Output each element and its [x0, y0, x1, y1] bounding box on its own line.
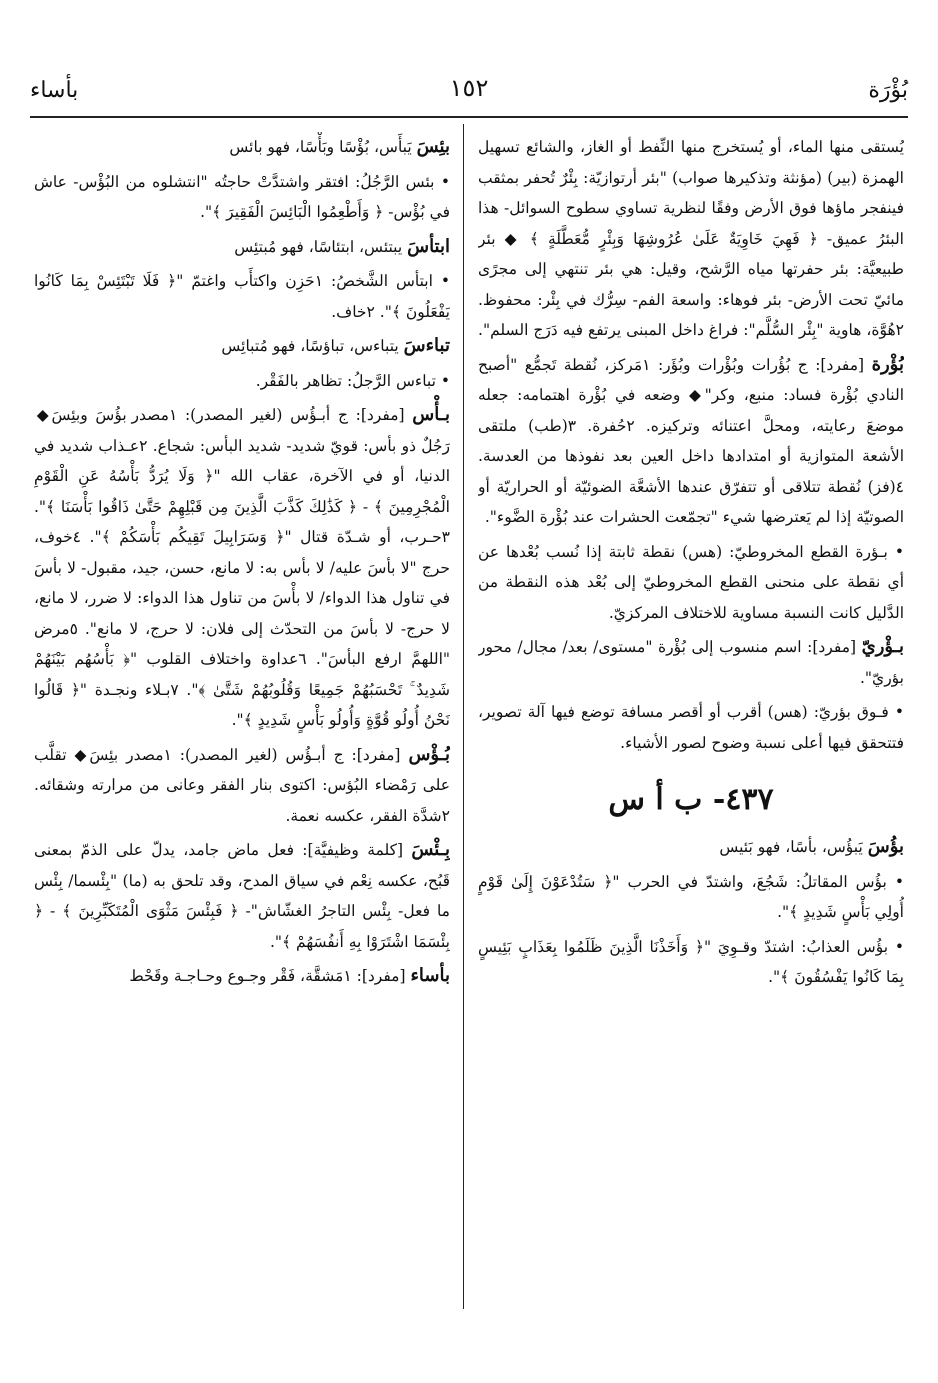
entry-headword: بئِسَ — [416, 136, 450, 157]
page-number: ١٥٢ — [449, 74, 489, 102]
entry-text: • بؤُس المقاتلُ: شَجُعَ، واشتدّ في الحرب "﴿ سَتُدْعَوْنَ إِلَىٰ قَوْمٍ أُولِي بَأْسٍ شَدِيدٍ ﴾". — [478, 872, 904, 921]
entry-paragraph — [478, 537, 904, 629]
entry-headword: ابتأسَ — [407, 235, 450, 257]
entry-text: • بئس الرَّجُلُ: افتقر واشتدَّتْ حاجتُه "انتشلوه من البُؤْس- عاش في بُؤْس- ﴿ وَأَطْعِمُوا الْبَائِسَ الْفَقِيرَ ﴾". — [34, 172, 450, 221]
dictionary-entry — [34, 331, 450, 362]
dictionary-entry — [34, 232, 450, 263]
page-header — [30, 70, 908, 110]
entry-headword: بُؤْرة — [871, 353, 904, 375]
dictionary-entry — [34, 961, 450, 992]
entry-text: [مفرد]: ج أبـؤُس (لغير المصدر): ١مصدر بئِسَ◆ تقلَّب على رَمْضاء البُؤس: اكتوى بنار الفقر وعانى من مرارته وشقائه. ٢شدَّة الفقر، عكسه نعمة. — [34, 745, 450, 825]
entry-text: يتباءس، تباؤسًا، فهو مُتبائِس — [221, 337, 404, 355]
entry-text: • تباءس الرَّجلُ: تظاهر بالفَقْر. — [255, 371, 450, 390]
entry-paragraph — [478, 132, 904, 346]
entry-text: [مفرد]: ج بُؤُرات وبُؤْرات وبُؤَر: ١مَركز، نُقطة تَجمُّع "أصبح النادي بُؤْرة فساد: منبع، وكر"◆ وضعه في بُؤْرة اهتمامه: جعله موضعَ رعايته، ومحلَّ اعتنائه وتركيزه. ٢حُفرة. ٣(طب) ملتقى الأشعة المتوازية أو امتدادها داخل العين بعد نفوذها من العدسة. ٤(فز) نُقطة تتلاقى أو تتفرّق عندها الأشعَّة الضوئيّة أو الحراريّة أو الصوتيّة إذا لم يَعترضها شيء "تجمّعت الحشرات عند بُؤْرة الضَّوء". — [478, 355, 904, 526]
right-column — [478, 132, 904, 1312]
entry-paragraph — [34, 266, 450, 327]
header-guide-word-left: بأساء — [30, 78, 79, 103]
entry-text: [مفرد]: ١مَشقَّة، فَقْر وجـوع وحـاجـة وقَحْط — [129, 967, 411, 985]
entry-paragraph — [478, 867, 904, 928]
entry-paragraph — [478, 697, 904, 758]
dictionary-entry — [478, 632, 904, 693]
entry-text: • بـؤرة القطع المخروطيّ: (هس) نقطة ثابتة إذا نُسب بُعْدها عن أي نقطة على منحنى القطع المخروطيّ إلى بُعْد هذه النقطة من الدَّليل كانت النسبة مساوية للاختلاف المركزيّ. — [478, 542, 904, 622]
entry-text: يُستقى منها الماء، أو يُستخرج منها النِّفط أو الغاز، والشائع تسهيل الهمزة (بير) (مؤنثة وتذكيرها صواب) "بئر أرتوازيّة: بِئْرٌ تُحفر بمثقب فينفجر ماؤها فوق الأرض وفقًا لنظرية تساوي سطوح السوائل- هذا البئرُ عميق- ﴿ فَهِيَ خَاوِيَةٌ عَلَىٰ عُرُوشِهَا وَبِئْرٍ مُّعَطَّلَةٍ ﴾ ◆ بئر طبيعيَّة: بئر حفرتها مياه الرَّشح، وقيل: هي بئر تنتهي إلى مجرًى مائيّ تحت الأرض- بئر فوهاء: واسعة الفم- سِرُّك في بِئْر: محفوظ. ٢هُوَّة، هاوية "بِئْر السُّلَّم": فراغ داخل المبنى يرتفع فيه دَرَج السلم". — [478, 138, 904, 339]
dictionary-entry — [34, 132, 450, 163]
dictionary-entry — [34, 740, 450, 832]
header-guide-word-right: بُؤْرَة — [868, 78, 908, 103]
dictionary-entry — [34, 835, 450, 957]
entry-text: • فـوق بؤريّ: (هس) أقرب أو أقصر مسافة توضع فيها آلة تصوير، فتتحقق فيها أعلى نسبة وضوح لصور الأشياء. — [478, 703, 904, 752]
entry-text: • ابتأس الشَّخصُ: ١حَزِن واكتأَب واغتمّ "﴿ فَلَا تَبْتَئِسْ بِمَا كَانُوا يَفْعَلُونَ ﴾". ٢خاف. — [34, 272, 450, 321]
root-heading: ٤٣٧- ب أ س — [608, 782, 774, 817]
entry-text: يَبأَس، بُؤْسًا وبَأْسًا، فهو بائس — [229, 138, 417, 156]
entry-headword: بـؤْريّ — [861, 636, 904, 657]
entry-headword: تباءسَ — [403, 335, 450, 356]
entry-paragraph — [478, 932, 904, 993]
dictionary-entry — [478, 832, 904, 863]
entry-paragraph — [34, 366, 450, 397]
entry-headword: بؤُسَ — [867, 836, 904, 857]
entry-text: يَبؤُس، بأسًا، فهو بَئيس — [719, 838, 868, 856]
entry-text: يبتئس، ابتئاسًا، فهو مُبتئِس — [234, 237, 408, 256]
entry-text: [كلمة وظيفيَّة]: فعل ماض جامد، يدلّ على الذمّ بمعنى قَبُح، عكسه نِعْم في سياق المدح، وقد تلحق به (ما) "بِئْسما/ بِئْس ما فعل- بِئْس التاجرُ الغشّاش"- ﴿ فَبِئْسَ مَثْوَى الْمُتَكَبِّرِينَ ﴾ - ﴿ بِئْسَمَا اشْتَرَوْا بِهِ أَنفُسَهُمْ ﴾". — [34, 841, 450, 951]
dictionary-entry — [34, 400, 450, 736]
header-rule — [30, 116, 908, 118]
entry-headword: بِـئْسَ — [411, 839, 450, 860]
entry-headword: بـأْس — [412, 404, 450, 425]
left-column — [34, 132, 450, 1312]
entry-paragraph — [34, 167, 450, 228]
entry-text: • بؤُس العذابُ: اشتدّ وقـوِيَ "﴿ وَأَخَذْنَا الَّذِينَ ظَلَمُوا بِعَذَابٍ بَئِيسٍ بِمَا كَانُوا يَفْسُقُونَ ﴾". — [478, 937, 904, 986]
entry-text: [مفرد]: اسم منسوب إلى بُؤْرة "مستوى/ بعد/ مجال/ محور بؤريّ". — [478, 638, 904, 687]
entry-headword: بأساء — [410, 965, 450, 986]
dictionary-entry — [478, 350, 904, 533]
entry-headword: بُـؤْس — [408, 743, 450, 765]
entry-text: [مفرد]: ج أبـؤُس (لغير المصدر): ١مصدر بؤُسَ وبئِسَ◆ رَجُلٌ ذو بأس: قويّ شديد- شديد البأس: شجاع. ٢عـذاب شديد في الدنيا، أو في الآخرة، عقاب الله "﴿ وَلَا يُرَدُّ بَأْسُهُ عَنِ الْقَوْمِ الْمُجْرِمِينَ ﴾ - ﴿ كَذَٰلِكَ كَذَّبَ الَّذِينَ مِن قَبْلِهِمْ حَتَّىٰ ذَاقُوا بَأْسَنَا ﴾". ٣حـرب، أو شـدّة قتال "﴿ وَسَرَابِيلَ تَقِيكُم بَأْسَكُمْ ﴾". ٤خوف، حرج "لا بأسَ عليه/ لا بأس به: لا مانع، حسن، جيد، مقبول- لا بأسَ في تناول هذا الدواء/ لا بأْسَ من تناول هذا الدواء: لا ضرر، لا مانع، لا حرج- لا بأسَ من التحدّث إلى فلان: لا حرج، لا مانع". ٥مرض "اللهمَّ ارفع البأسَ". ٦عداوة واختلاف القلوب "﴿ بَأْسُهُم بَيْنَهُمْ شَدِيدٌ ۚ تَحْسَبُهُمْ جَمِيعًا وَقُلُوبُهُمْ شَتَّىٰ ﴾". ٧بـلاء ونجـدة "﴿ قَالُوا نَحْنُ أُولُو قُوَّةٍ وَأُولُو بَأْسٍ شَدِيدٍ ﴾". — [34, 406, 450, 729]
column-divider — [463, 124, 464, 1309]
